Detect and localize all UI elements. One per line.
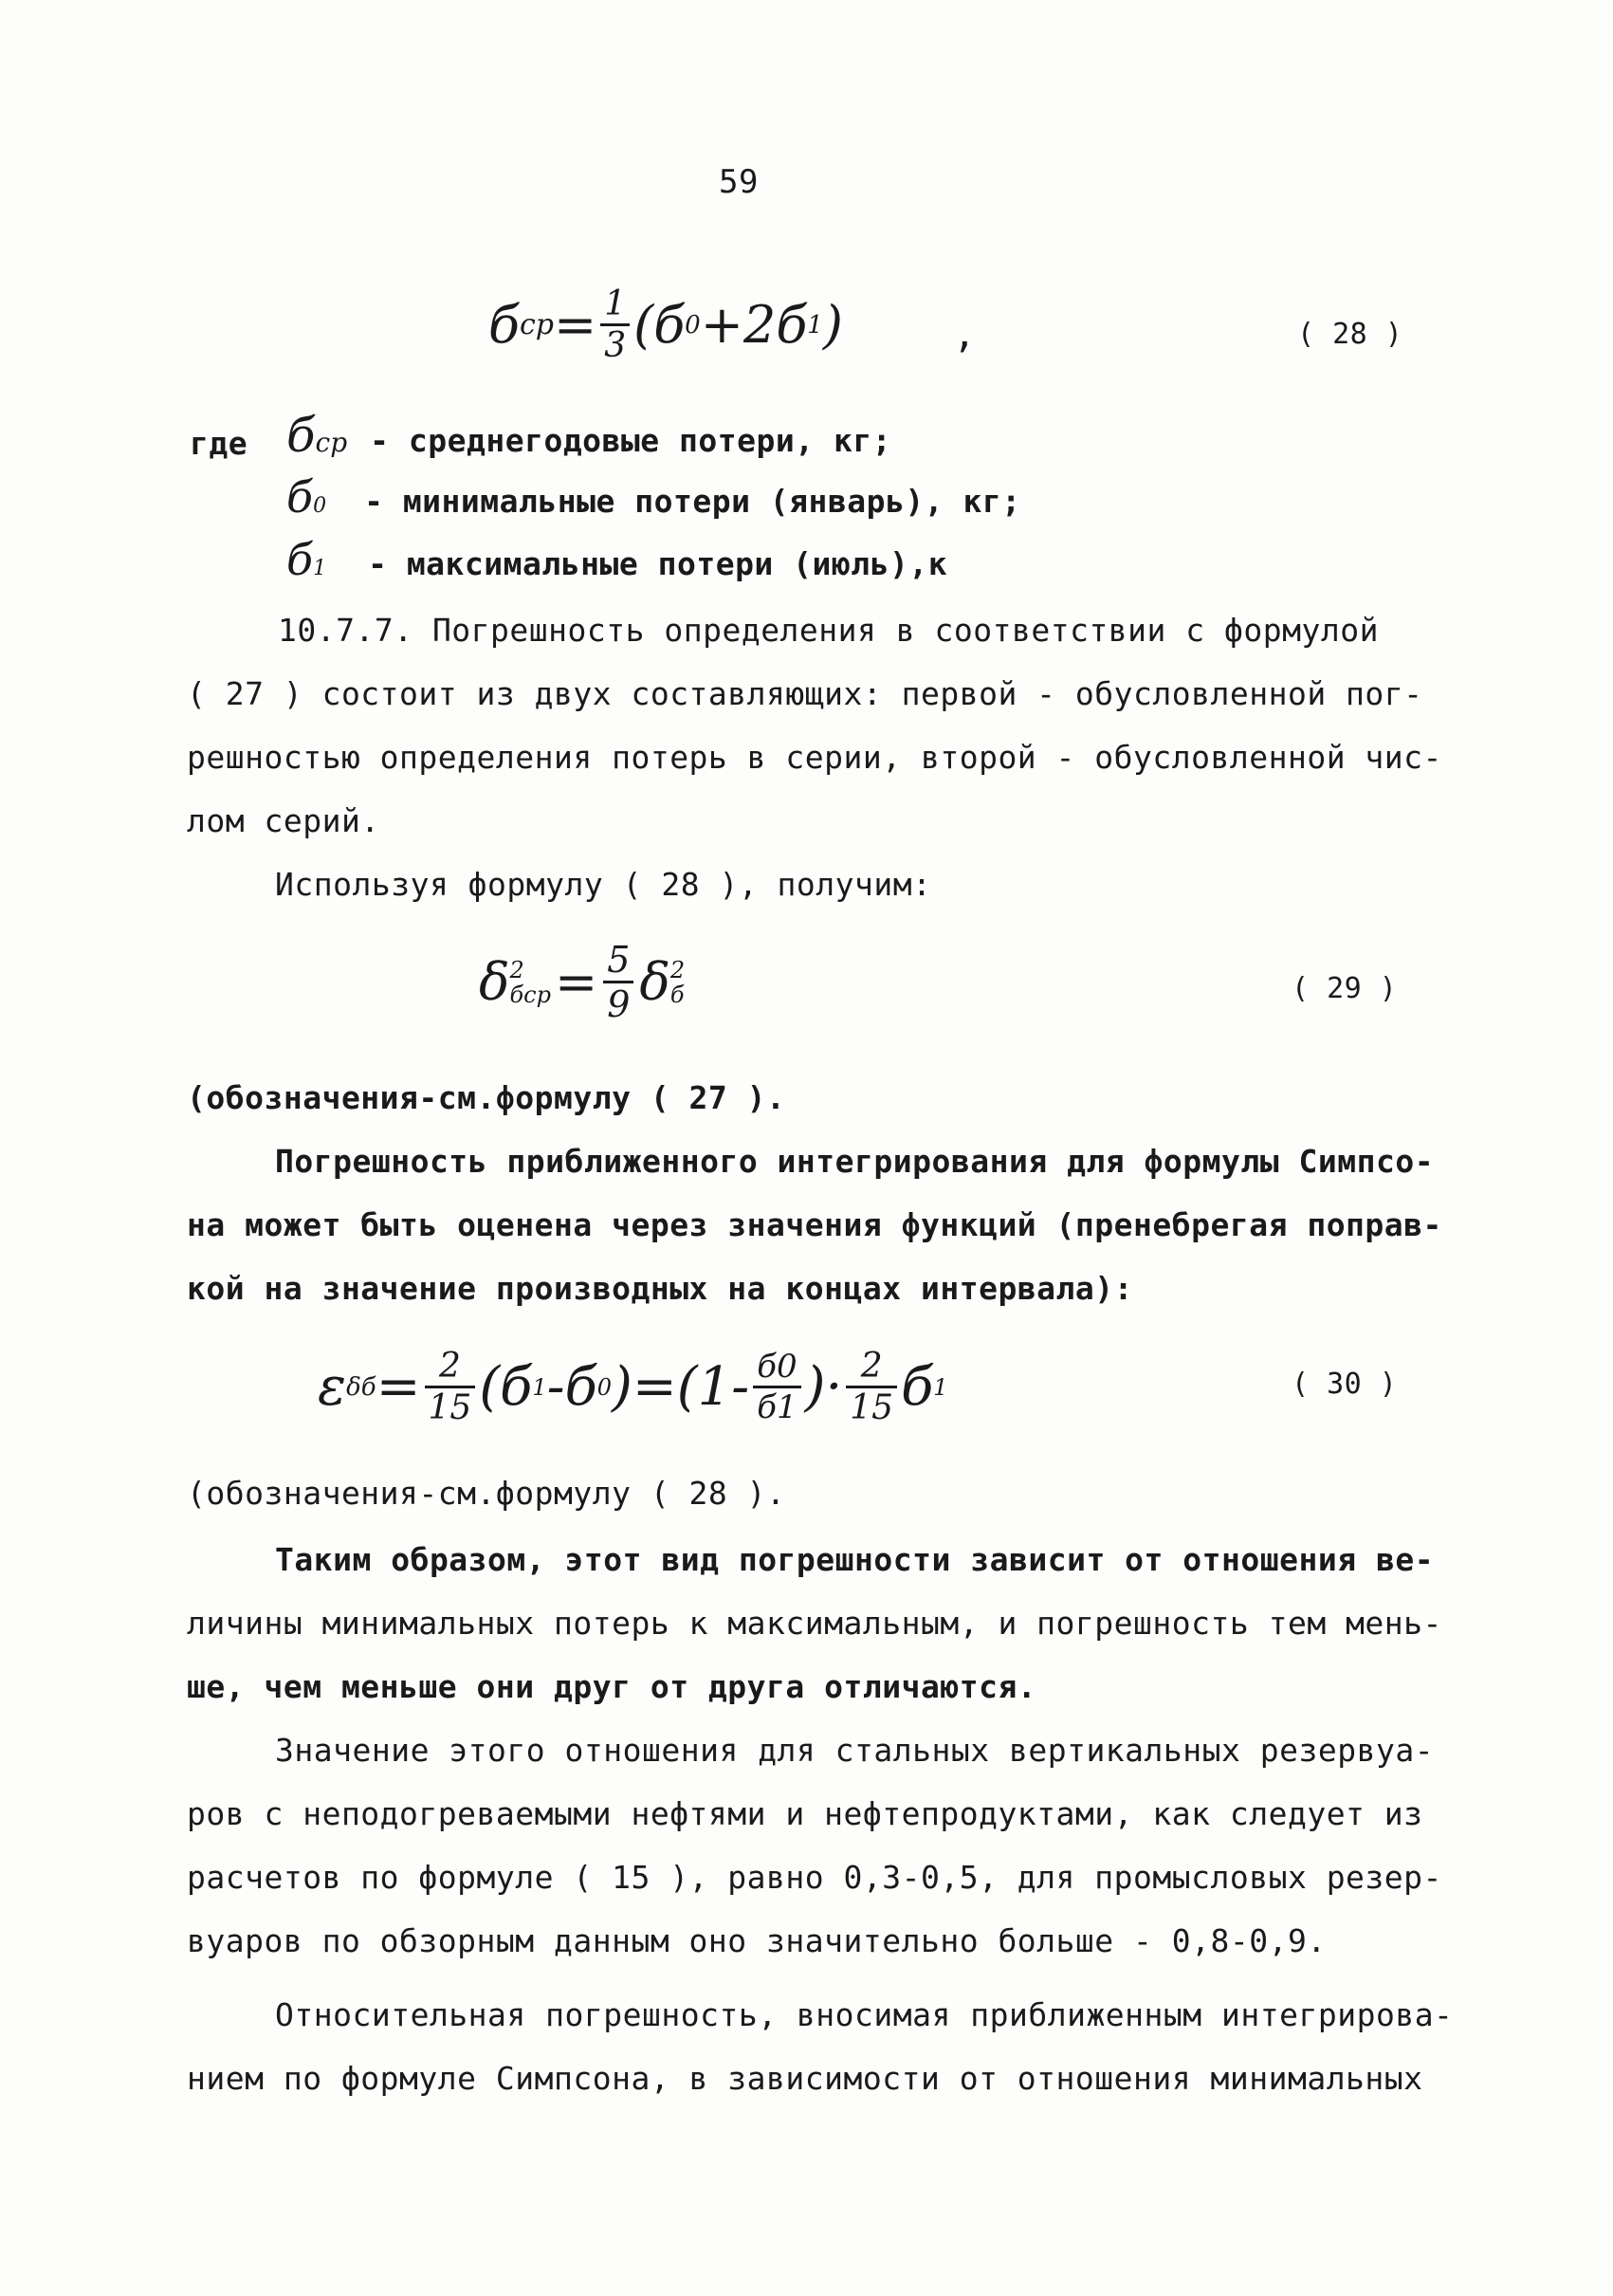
formula-30-part: (б bbox=[479, 1356, 533, 1418]
formula-30 bbox=[318, 1347, 948, 1427]
formula-30-eq: = bbox=[376, 1356, 421, 1418]
fraction-denominator: 15 bbox=[846, 1386, 897, 1427]
formula-28-eq: = bbox=[553, 295, 597, 355]
formula-30-sub: 1 bbox=[532, 1373, 547, 1401]
formula-30-part: )=(1- bbox=[612, 1356, 750, 1418]
formula-30-fraction-3 bbox=[846, 1347, 897, 1427]
formula-30-part: -б bbox=[546, 1356, 597, 1418]
legend-symbol-sub: 1 bbox=[313, 557, 327, 580]
formula-29-eq: = bbox=[554, 952, 598, 1012]
paragraph-line: на может быть оценена через значения функций (пренебрегая поправ- bbox=[187, 1206, 1442, 1243]
formula-30-lhs: ε bbox=[318, 1356, 347, 1418]
paragraph-line: 10.7.7. Погрешность определения в соответствии с формулой bbox=[278, 612, 1379, 649]
legend-symbol: б bbox=[286, 408, 316, 463]
formula-29-rhs-sup: 2 bbox=[669, 956, 686, 983]
paragraph-line: ( 27 ) состоит из двух составляющих: первой - обусловленной пог- bbox=[187, 675, 1423, 712]
formula-29-rhs-sub: б bbox=[669, 981, 685, 1008]
legend-text: - минимальные потери (январь), кг; bbox=[364, 483, 1021, 520]
formula-29-fraction bbox=[603, 939, 633, 1025]
fraction-denominator: 15 bbox=[425, 1386, 476, 1427]
formula-28 bbox=[488, 285, 843, 365]
formula-30-part: )· bbox=[804, 1356, 843, 1418]
equation-number-28: ( 28 ) bbox=[1297, 318, 1403, 351]
fraction-numerator: 2 bbox=[860, 1347, 883, 1386]
paragraph-line: Используя формулу ( 28 ), получим: bbox=[275, 866, 932, 903]
formula-30-end: б bbox=[901, 1356, 934, 1418]
paragraph-line: лом серий. bbox=[187, 802, 380, 839]
formula-note: (обозначения-см.формулу ( 27 ). bbox=[187, 1079, 786, 1116]
formula-30-fraction-2 bbox=[753, 1348, 800, 1426]
paragraph-line: решностью определения потерь в серии, второй - обусловленной чис- bbox=[187, 739, 1442, 776]
formula-28-comma: , bbox=[953, 313, 977, 357]
formula-28-end: ) bbox=[822, 295, 843, 355]
fraction-numerator: 5 bbox=[607, 939, 631, 981]
formula-29-lhs-sup: 2 bbox=[509, 956, 524, 983]
paragraph-line: Значение этого отношения для стальных вертикальных резервуа- bbox=[275, 1732, 1435, 1769]
legend-symbol: б bbox=[286, 471, 314, 523]
formula-28-lhs-sub: ср bbox=[519, 308, 554, 341]
fraction-denominator: 9 bbox=[603, 981, 633, 1025]
legend-symbol: б bbox=[286, 534, 314, 585]
formula-28-rhs: (б bbox=[633, 295, 686, 355]
formula-29-rhs: δ bbox=[639, 952, 670, 1012]
formula-28-fraction bbox=[600, 285, 630, 365]
legend-text: - максимальные потери (июль),к bbox=[368, 545, 948, 582]
legend-symbol-sub: 0 bbox=[313, 494, 327, 518]
formula-30-fraction-1 bbox=[425, 1347, 476, 1427]
paragraph-line: личины минимальных потерь к максимальным, и погрешность тем мень- bbox=[187, 1605, 1442, 1642]
formula-29-lhs-sub: бср bbox=[509, 981, 551, 1008]
legend-item-min bbox=[286, 471, 1021, 523]
legend-where: где bbox=[190, 425, 248, 462]
formula-30-sub: 0 bbox=[596, 1373, 613, 1401]
legend-item-avg bbox=[286, 408, 891, 463]
formula-28-lhs: б bbox=[488, 295, 520, 355]
fraction-denominator: б1 bbox=[753, 1386, 800, 1426]
paragraph-line: Относительная погрешность, вносимая приближенным интегрирова- bbox=[275, 1996, 1454, 2033]
legend-symbol-sub: ср bbox=[315, 427, 348, 458]
formula-28-sub1: 1 bbox=[807, 310, 823, 340]
formula-28-sub0: 0 bbox=[685, 310, 701, 340]
paragraph-line: ров с неподогреваемыми нефтями и нефтепродуктами, как следует из bbox=[187, 1795, 1423, 1832]
equation-number-29: ( 29 ) bbox=[1292, 972, 1398, 1005]
formula-29 bbox=[479, 939, 685, 1025]
legend-text: - среднегодовые потери, кг; bbox=[370, 422, 892, 459]
paragraph-line: Таким образом, этот вид погрешности зависит от отношения ве- bbox=[275, 1541, 1435, 1578]
paragraph-line: кой на значение производных на концах интервала): bbox=[187, 1270, 1134, 1307]
legend-item-max bbox=[286, 534, 947, 585]
formula-29-lhs: δ bbox=[479, 952, 510, 1012]
fraction-numerator: б0 bbox=[757, 1348, 797, 1386]
paragraph-line: нием по формуле Симпсона, в зависимости от отношения минимальных bbox=[187, 2060, 1423, 2097]
fraction-numerator: 2 bbox=[438, 1347, 461, 1386]
formula-30-end-sub: 1 bbox=[933, 1373, 948, 1401]
formula-28-mid: +2б bbox=[700, 295, 808, 355]
formula-30-lhs-sub: δб bbox=[346, 1372, 376, 1402]
equation-number-30: ( 30 ) bbox=[1292, 1368, 1398, 1401]
paragraph-line: Погрешность приближенного интегрирования для формулы Симпсо- bbox=[275, 1143, 1435, 1180]
paragraph-line: расчетов по формуле ( 15 ), равно 0,3-0,5, для промысловых резер- bbox=[187, 1859, 1442, 1896]
fraction-numerator: 1 bbox=[604, 285, 627, 323]
paragraph-line: вуаров по обзорным данным оно значительно больше - 0,8-0,9. bbox=[187, 1922, 1327, 1959]
fraction-denominator: 3 bbox=[600, 323, 630, 365]
formula-note: (обозначения-см.формулу ( 28 ). bbox=[187, 1475, 786, 1512]
paragraph-line: ше, чем меньше они друг от друга отличаются. bbox=[187, 1668, 1037, 1705]
page-number: 59 bbox=[719, 163, 759, 201]
